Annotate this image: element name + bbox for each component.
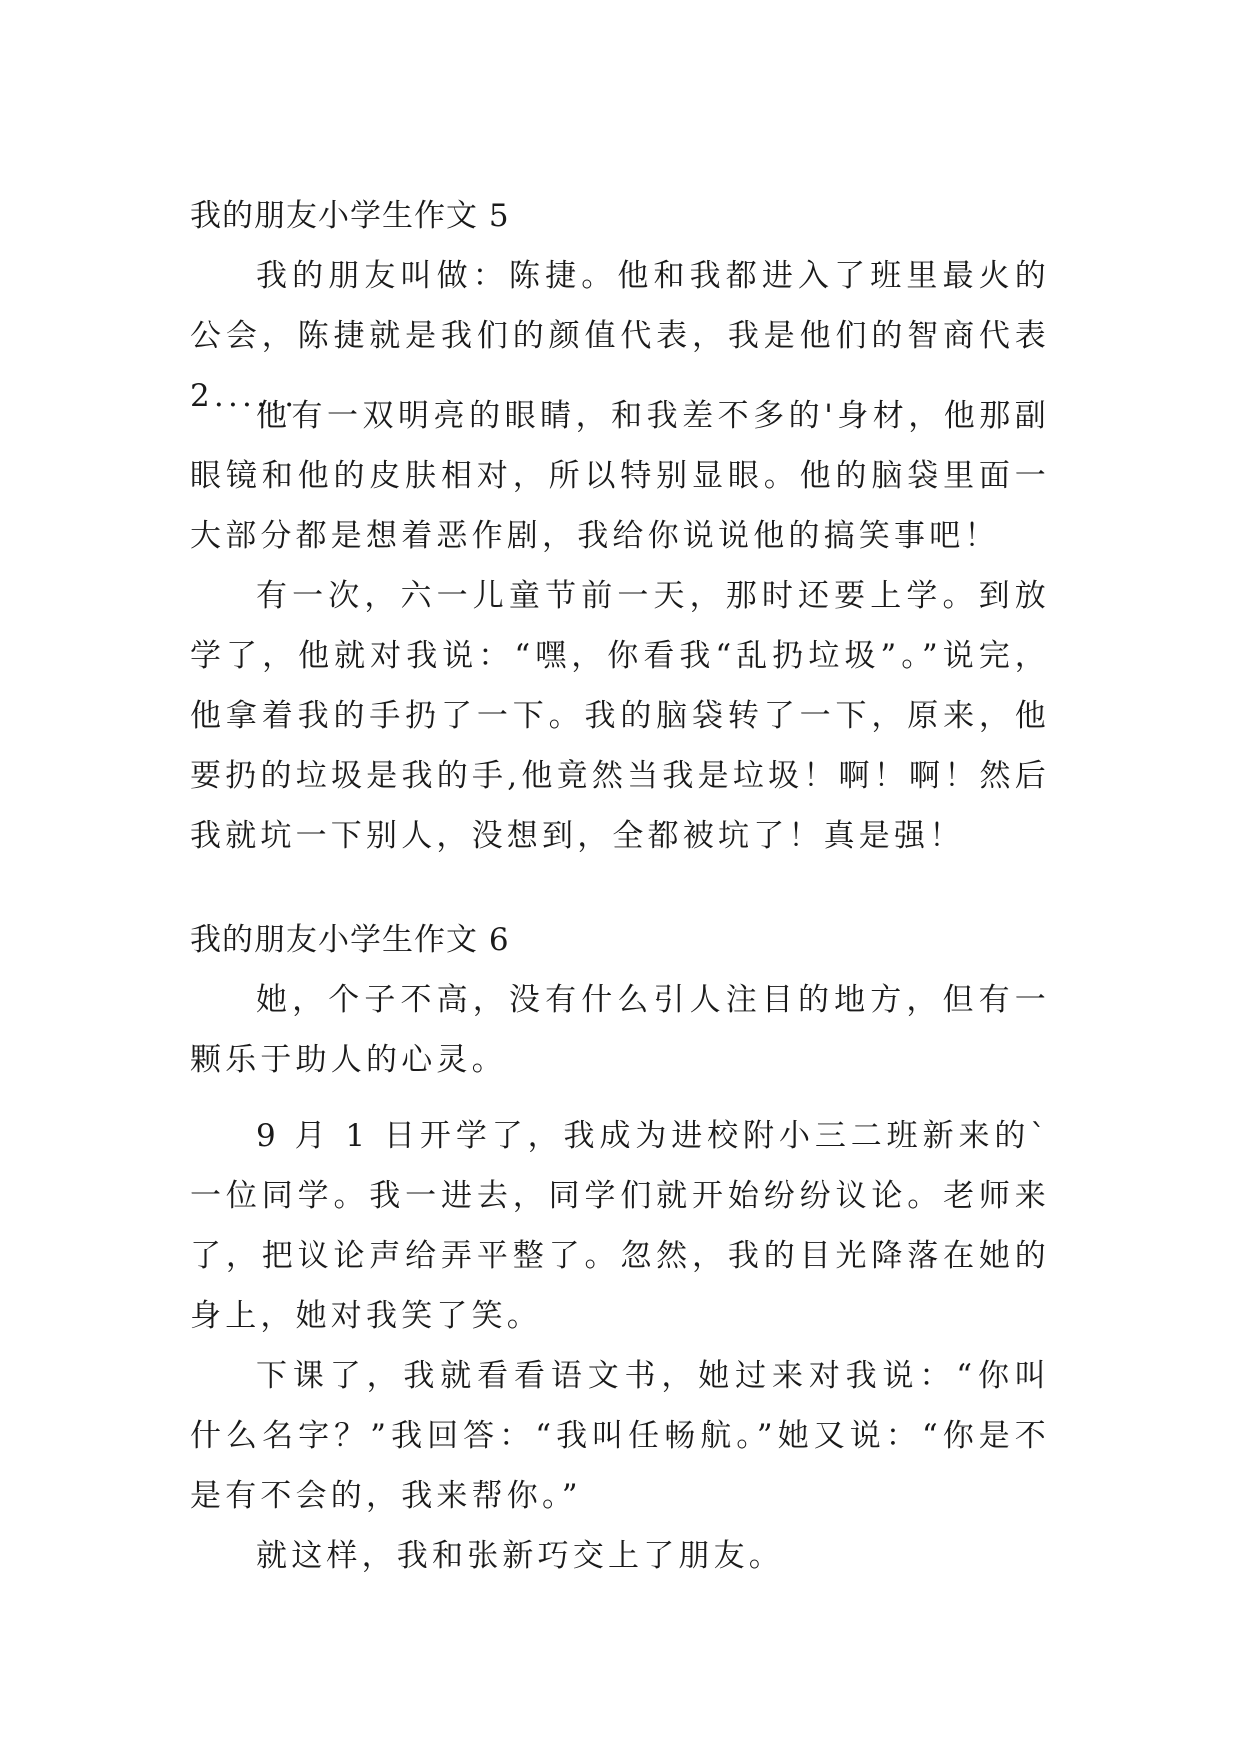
essay-6-paragraph-2: 9 月 1 日开学了，我成为进校附小三二班新来的`一位同学。我一进去，同学们就开始纷纷议论。老师来了，把议论声给弄平整了。忽然，我的目光降落在她的身上，她对我笑了笑。 bbox=[190, 1118, 1050, 1334]
essay-5-title: 我的朋友小学生作文 5 bbox=[190, 198, 510, 234]
essay-5-paragraph-3: 有一次，六一儿童节前一天，那时还要上学。到放学了，他就对我说：“嘿，你看我“乱扔垃圾”。”说完，他拿着我的手扔了一下。我的脑袋转了一下，原来，他要扔的垃圾是我的手,他竟然当我是垃圾！啊！啊！然后我就坑一下别人，没想到，全都被坑了！真是强！ bbox=[190, 578, 1050, 854]
essay-6-paragraph-3: 下课了，我就看看语文书，她过来对我说：“你叫什么名字？”我回答：“我叫任畅航。”她又说：“你是不是有不会的，我来帮你。” bbox=[190, 1358, 1050, 1514]
essay-6-paragraph-1: 她，个子不高，没有什么引人注目的地方，但有一颗乐于助人的心灵。 bbox=[190, 982, 1050, 1078]
essay-5-paragraph-1: 我的朋友叫做：陈捷。他和我都进入了班里最火的公会，陈捷就是我们的颜值代表，我是他们的智商代表 2...... bbox=[190, 258, 1050, 414]
essay-6-paragraph-4: 就这样，我和张新巧交上了朋友。 bbox=[256, 1538, 784, 1574]
essay-5-paragraph-2: 他有一双明亮的眼睛，和我差不多的'身材，他那副眼镜和他的皮肤相对，所以特别显眼。他的脑袋里面一大部分都是想着恶作剧，我给你说说他的搞笑事吧！ bbox=[190, 398, 1050, 554]
essay-6-title: 我的朋友小学生作文 6 bbox=[190, 922, 510, 958]
